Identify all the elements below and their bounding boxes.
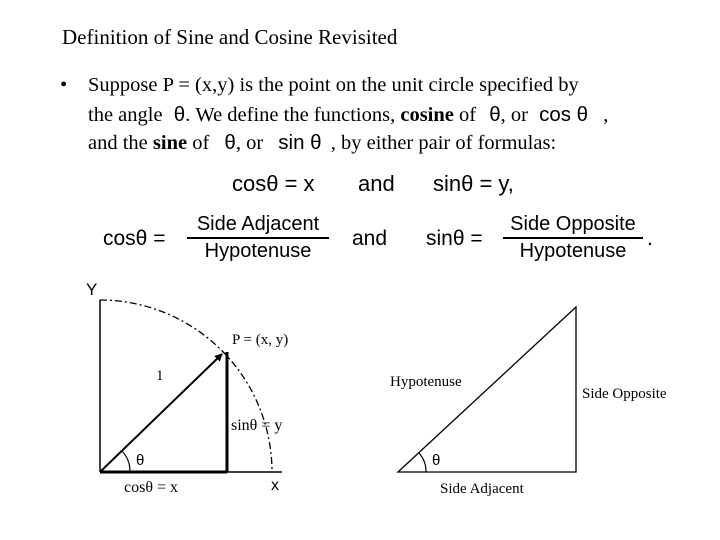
line2-theta-2: θ (489, 103, 501, 126)
line2-cos-theta: cos θ (539, 103, 589, 126)
point-p-label: P = (x, y) (232, 332, 289, 348)
line3-or: , or (235, 132, 264, 154)
x-axis-label: x (271, 477, 279, 494)
line3-sin-theta: sin θ (278, 131, 322, 154)
line3-theta: θ (224, 131, 236, 154)
bullet-marker: • (60, 74, 68, 96)
line2-text-b: . We define the functions, (185, 104, 396, 126)
formula-cos-equals-x: cosθ = x (232, 171, 315, 196)
bullet-line-1: Suppose P = (x,y) is the point on the unit circle specified by (88, 74, 579, 96)
line2-or: , or (500, 104, 528, 126)
y-axis-label: Y (86, 280, 98, 299)
fraction-cos-numerator: Side Adjacent (187, 213, 329, 239)
formula-sin-lhs: sinθ = (426, 227, 483, 250)
line2-cosine: cosine (400, 104, 454, 126)
line2-theta: θ (173, 103, 186, 126)
side-adjacent-label: Side Adjacent (440, 481, 524, 497)
angle-label-circle: θ (136, 452, 145, 469)
formula-sin-equals-y: sinθ = y, (433, 171, 514, 196)
line2-comma: , (603, 104, 609, 126)
angle-label-triangle: θ (432, 452, 441, 469)
formula-cos-lhs: cosθ = (103, 227, 166, 250)
formula-and-1: and (358, 171, 395, 196)
fraction-sin-numerator: Side Opposite (503, 213, 643, 239)
line2-text-a: the angle (88, 104, 163, 126)
formula-and-2: and (352, 227, 388, 250)
radius-label: 1 (156, 368, 164, 384)
formula-period: . (647, 227, 653, 250)
line3-text-a: and the (88, 132, 148, 154)
fraction-sin-denominator: Hypotenuse (519, 240, 627, 262)
line2-of: of (459, 104, 477, 126)
angle-arc-triangle (419, 453, 426, 472)
line3-text-b: , by either pair of formulas: (330, 132, 557, 154)
hypotenuse-label: Hypotenuse (390, 374, 462, 390)
cosine-label: cosθ = x (124, 479, 179, 496)
sine-label: sinθ = y (231, 417, 283, 434)
angle-arc-circle (122, 451, 130, 472)
unit-circle-diagram (100, 300, 282, 472)
line3-of: of (192, 132, 210, 154)
line3-sine: sine (152, 132, 188, 154)
side-opposite-label: Side Opposite (582, 386, 667, 402)
slide-title: Definition of Sine and Cosine Revisited (62, 25, 398, 49)
fraction-cos-denominator: Hypotenuse (204, 240, 312, 262)
